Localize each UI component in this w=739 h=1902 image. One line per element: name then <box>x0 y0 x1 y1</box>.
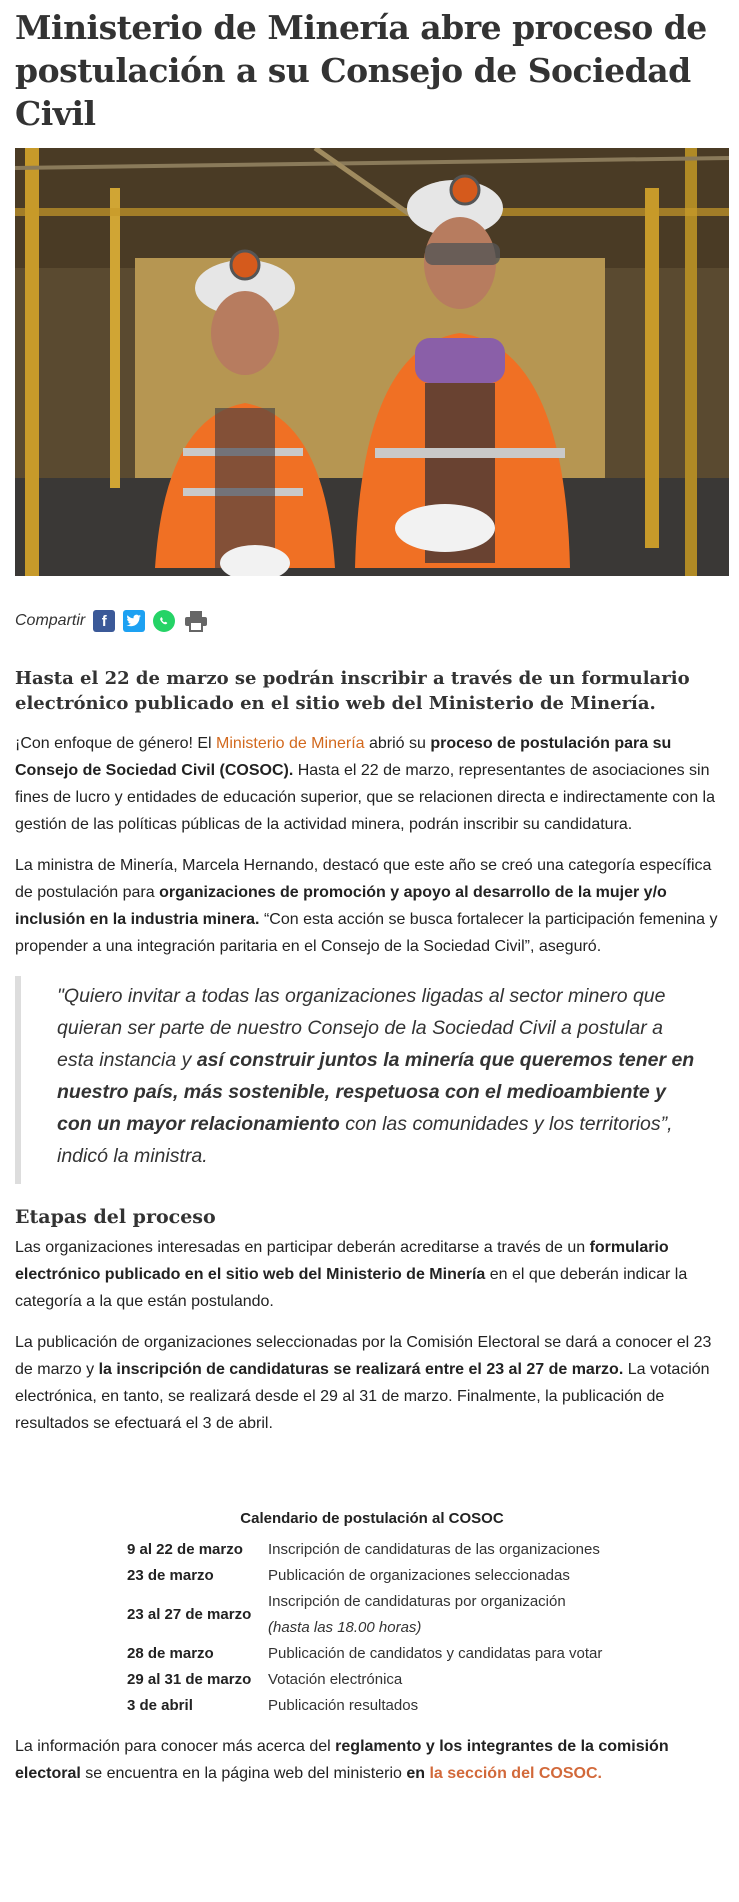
ministerio-link[interactable]: Ministerio de Minería <box>216 735 365 752</box>
table-cell-note: (hasta las 18.00 horas) <box>268 1619 422 1636</box>
table-row <box>127 1563 617 1589</box>
table-cell-desc: Inscripción de candidaturas de las organizaciones <box>268 1541 600 1558</box>
table-cell-date: 3 de abril <box>127 1697 193 1714</box>
article-lead: Hasta el 22 de marzo se podrán inscribir a través de un formulario electrónico publicado en el sitio web del Ministerio de Minería. <box>15 668 690 714</box>
share-label: Compartir <box>15 612 86 629</box>
hero-illustration <box>15 148 729 576</box>
paragraph-2: La ministra de Minería, Marcela Hernando, destacó que este año se creó una categoría específica de postulación para organizaciones de promoción y apoyo al desarrollo de la mujer y/o inclusión en la industria minera. “Con esta acción se busca fortalecer la participación femenina y propender a una integración paritaria en el Consejo de la Sociedad Civil”, aseguró. <box>15 857 718 955</box>
table-row <box>127 1693 617 1719</box>
table-cell-desc: Publicación de candidatos y candidatas para votar <box>268 1645 603 1662</box>
table-cell-date: 9 al 22 de marzo <box>127 1541 243 1558</box>
hero-image <box>15 148 729 576</box>
table-cell-date: 23 de marzo <box>127 1567 214 1584</box>
table-cell-desc: Publicación de organizaciones seleccionadas <box>268 1567 570 1584</box>
calendar-title: Calendario de postulación al COSOC <box>240 1510 504 1527</box>
table-cell-desc: Votación electrónica <box>268 1671 403 1688</box>
table-row <box>127 1667 617 1693</box>
cosoc-section-link[interactable]: la sección del COSOC. <box>429 1765 602 1782</box>
share-bar <box>15 606 729 636</box>
table-row <box>127 1537 617 1563</box>
table-cell-date: 23 al 27 de marzo <box>127 1606 252 1623</box>
paragraph-4: La publicación de organizaciones seleccionadas por la Comisión Electoral se dará a conocer el 23 de marzo y la inscripción de candidaturas se realizará entre el 23 al 27 de marzo. La votación electrónica, en tanto, se realizará desde el 29 al 31 de marzo. Finalmente, la publicación de resultados se efectuará el 3 de abril. <box>15 1334 712 1432</box>
whatsapp-icon[interactable] <box>153 610 175 632</box>
twitter-icon[interactable] <box>123 610 145 632</box>
print-icon[interactable] <box>183 610 209 632</box>
table-cell-date: 28 de marzo <box>127 1645 214 1662</box>
ministra-quote: "Quiero invitar a todas las organizaciones ligadas al sector minero que quieran ser parte de nuestro Consejo de la Sociedad Civil a postular a esta instancia y así construir juntos la minería que queremos tener en nuestro país, más sostenible, respetuosa con el medioambiente y con un mayor relacionamiento con las comunidades y los territorios”, indicó la ministra. <box>15 976 729 1184</box>
table-row <box>127 1641 617 1667</box>
paragraph-1: ¡Con enfoque de género! El Ministerio de Minería abrió su proceso de postulación para su Consejo de Sociedad Civil (COSOC). Hasta el 22 de marzo, representantes de asociaciones sin fines de lucro y entidades de educación superior, que se relacionen directa e indirectamente con la gestión de las políticas públicas de la actividad minera, podrán inscribir su candidatura. <box>15 735 715 833</box>
paragraph-3: Las organizaciones interesadas en participar deberán acreditarse a través de un formulario electrónico publicado en el sitio web del Ministerio de Minería en el que deberán indicar la categoría a la que están postulando. <box>15 1239 688 1310</box>
paragraph-5: La información para conocer más acerca del reglamento y los integrantes de la comisión electoral se encuentra en la página web del ministerio en la sección del COSOC. <box>15 1738 669 1782</box>
article <box>15 0 729 1787</box>
table-cell-date: 29 al 31 de marzo <box>127 1671 252 1688</box>
table-cell-desc: Inscripción de candidaturas por organización (hasta las 18.00 horas) <box>268 1593 566 1636</box>
calendar <box>127 1507 617 1719</box>
calendar-table <box>127 1537 617 1719</box>
facebook-icon[interactable]: f <box>93 610 115 632</box>
section-title: Etapas del proceso <box>15 1206 216 1228</box>
table-row <box>127 1589 617 1641</box>
article-title: Ministerio de Minería abre proceso de postulación a su Consejo de Sociedad Civil <box>15 8 707 133</box>
table-cell-desc: Publicación resultados <box>268 1697 419 1714</box>
